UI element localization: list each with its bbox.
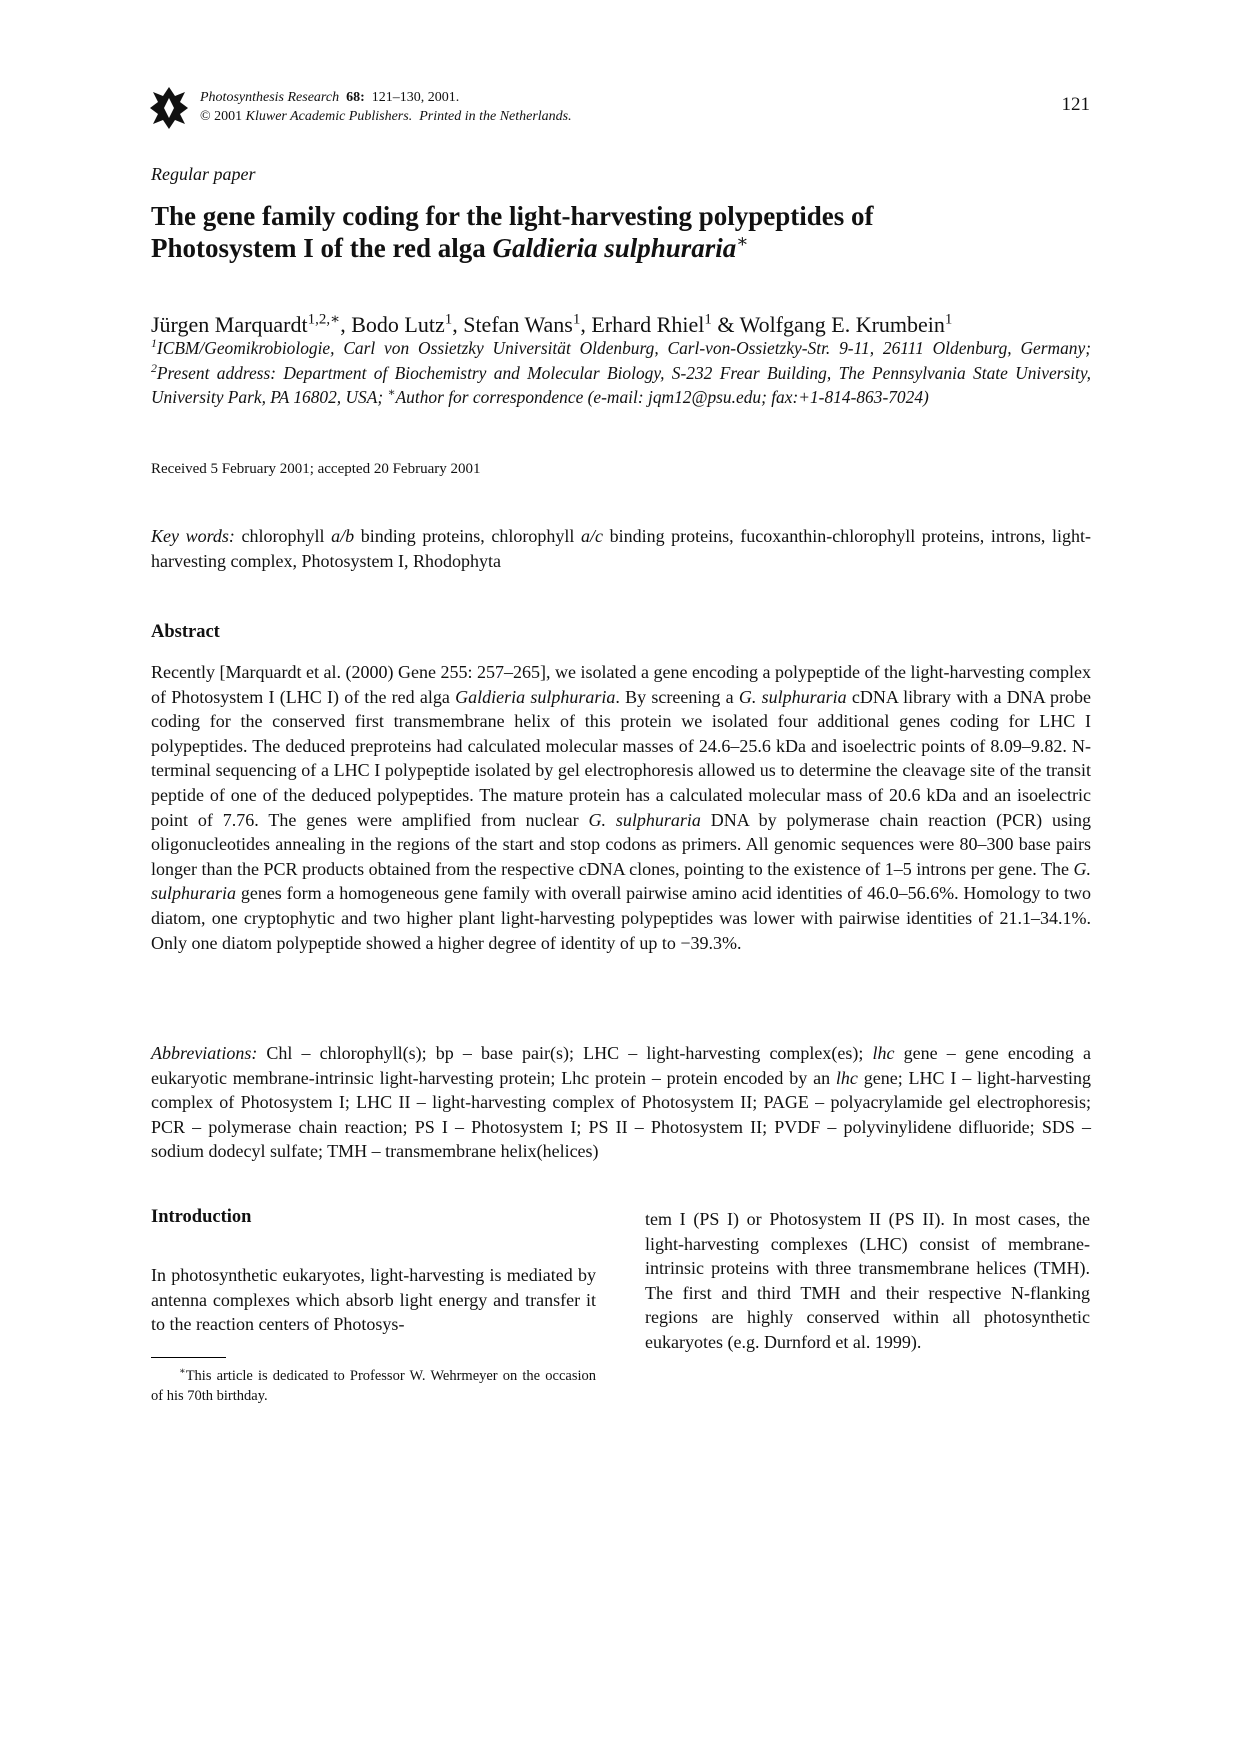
keyword-ac: a/c — [580, 526, 603, 546]
correspondence-mark: ∗ — [387, 385, 396, 400]
journal-name: Photosynthesis Research — [200, 90, 340, 105]
abstract-part: genes form a homogeneous gene family with overall pairwise amino acid identities of 46.0–56.6%. Homology to two diatom, one cryptophytic and two higher plant light-harvesting polypeptides was lower with pairwise identities of 21.1–34.1%. Only one diatom polypeptide showed a higher degree of identity of up to −39.3%. — [151, 883, 1091, 953]
affiliations — [151, 336, 1091, 410]
journal-header — [200, 88, 572, 126]
article-type: Regular paper — [151, 164, 256, 184]
gene-name: lhc — [835, 1067, 858, 1088]
author-sep: , — [340, 312, 352, 337]
affiliation-2: Present address: Department of Biochemistry and Molecular Biology, S-232 Frear Building, The Pennsylvania State University, University Park, PA 16802, USA; — [151, 362, 1091, 407]
species-name: G. sulphuraria — [588, 809, 701, 830]
keywords-text: binding proteins, chlorophyll — [354, 526, 581, 546]
keywords-label: Key words: — [151, 526, 235, 546]
affiliation-sup-1: 1 — [151, 336, 157, 351]
author-sup: 1 — [444, 311, 453, 328]
introduction-right-column: tem I (PS I) or Photosystem II (PS II). In most cases, the light-harvesting complexes (LHC) consist of membrane-intrinsic proteins with three transmembrane helices (TMH). The first and third TMH and their respective N-flanking regions are highly conserved within all photosynthetic eukaryotes (e.g. Durnford et al. 1999). — [645, 1209, 1090, 1352]
author-sup: 1 — [572, 311, 581, 328]
footnote-text: This article is dedicated to Professor W. Wehrmeyer on the occasion of his 70th birthday. — [151, 1368, 596, 1404]
author-sup: 1,2,∗ — [307, 311, 341, 328]
title-line-1: The gene family coding for the light-harvesting polypeptides of — [151, 201, 874, 231]
abbreviations-part: gene; LHC I – light-harvesting complex of Photosystem I; LHC II – light-harvesting complex of Photosystem II; PAGE – polyacrylamide gel electrophoresis; PCR – polymerase chain reaction; PS I – Photosystem I; PS II – Photosystem II; PVDF – polyvinylidene difluoride; SDS – sodium dodecyl sulfate; TMH – transmembrane helix(helices) — [151, 1067, 1091, 1162]
abstract-part: DNA by polymerase chain reaction (PCR) using oligonucleotides annealing in the regions of the start and stop codons as primers. All genomic sequences were 80–300 base pairs longer than the PCR products obtained from the respective cDNA clones, pointing to the existence of 1–5 introns per gene. The — [151, 809, 1091, 879]
affiliation-sup-2: 2 — [151, 360, 157, 375]
journal-citation — [200, 88, 572, 107]
copyright-line — [200, 107, 572, 126]
species-name: G. sulphuraria — [151, 858, 1091, 904]
publisher-logo-icon — [150, 86, 188, 130]
abstract-heading: Abstract — [151, 622, 220, 642]
abbreviations-label: Abbreviations: — [151, 1043, 258, 1063]
author-name: Bodo Lutz — [351, 312, 445, 337]
copyright-symbol: © — [200, 109, 211, 124]
title-line-2-prefix: Photosystem I of the red alga — [151, 233, 493, 263]
abstract-text — [151, 660, 1091, 955]
abbreviations-part: Chl – chlorophyll(s); bp – base pair(s); LHC – light-harvesting complex(es); — [257, 1043, 873, 1063]
footnote-mark: ∗ — [179, 1366, 186, 1378]
copyright-year: 2001 — [214, 109, 243, 124]
footnote-rule — [151, 1357, 226, 1358]
author-sep: , — [452, 312, 464, 337]
abstract-part: . By screening a — [615, 686, 739, 707]
introduction-left-column: In photosynthetic eukaryotes, light-harvesting is mediated by antenna complexes which absorb light energy and transfer it to the reaction centers of Photosys- — [151, 1265, 596, 1335]
affiliation-1: ICBM/Geomikrobiologie, Carl von Ossietzky Universität Oldenburg, Carl-von-Ossietzky-Str. 9-11, 26111 Oldenburg, Germany; — [156, 338, 1091, 358]
gene-name: lhc — [872, 1043, 895, 1063]
species-name: G. sulphuraria — [738, 686, 847, 707]
page-number: 121 — [1061, 94, 1090, 115]
received-dates: Received 5 February 2001; accepted 20 February 2001 — [151, 461, 481, 477]
article-title — [151, 200, 1101, 264]
abstract-part: Recently [Marquardt et al. (2000) Gene 255: 257–265], we isolated a gene encoding a polypeptide of the light-harvesting complex of Photosystem I (LHC I) of the red alga — [151, 662, 1091, 707]
abbreviations-part: gene – gene encoding a eukaryotic membrane-intrinsic light-harvesting protein; Lhc protein – protein encoded by an — [151, 1043, 1091, 1088]
author-sup: 1 — [944, 311, 953, 328]
author-sep: & — [711, 312, 740, 337]
printed-location: Printed in the Netherlands. — [419, 109, 572, 124]
title-species: Galdieria sulphuraria — [492, 233, 737, 263]
title-line-2 — [151, 232, 1101, 264]
author-sep: , — [580, 312, 592, 337]
species-name: Galdieria sulphuraria — [455, 686, 616, 707]
journal-pages-year: 121–130, 2001. — [371, 90, 460, 105]
abbreviations — [151, 1041, 1091, 1164]
author-list — [151, 312, 952, 338]
keywords — [151, 524, 1091, 573]
keywords-text: chlorophyll — [234, 526, 332, 546]
publisher-name: Kluwer Academic Publishers. — [245, 109, 413, 124]
introduction-heading: Introduction — [151, 1207, 252, 1227]
journal-volume: 68: — [346, 90, 365, 105]
abstract-part: cDNA library with a DNA probe coding for the conserved first transmembrane helix of this protein we isolated four additional genes coding for LHC I polypeptides. The deduced preproteins had calculated molecular masses of 24.6–25.6 kDa and isoelectric points of 8.09–9.82. N-terminal sequencing of a LHC I polypeptide isolated by gel electrophoresis allowed us to determine the cleavage site of the transit peptide of one of the deduced polypeptides. The mature protein has a calculated molecular mass of 20.6 kDa and an isoelectric point of 7.76. The genes were amplified from nuclear — [151, 686, 1092, 830]
keywords-text: binding proteins, fucoxanthin-chlorophyll proteins, introns, light-harvesting complex, Photosystem I, Rhodophyta — [151, 526, 1091, 571]
keyword-ab: a/b — [331, 526, 355, 546]
author-name: Erhard Rhiel — [591, 312, 705, 337]
correspondence: Author for correspondence (e-mail: jqm12@psu.edu; fax:+1-814-863-7024) — [395, 387, 929, 407]
author-sup: 1 — [704, 311, 712, 328]
author-name: Jürgen Marquardt — [151, 312, 308, 337]
author-name: Stefan Wans — [463, 312, 573, 337]
title-footnote-mark: ∗ — [736, 231, 749, 251]
footnote — [151, 1366, 596, 1406]
author-name: Wolfgang E. Krumbein — [739, 312, 945, 337]
